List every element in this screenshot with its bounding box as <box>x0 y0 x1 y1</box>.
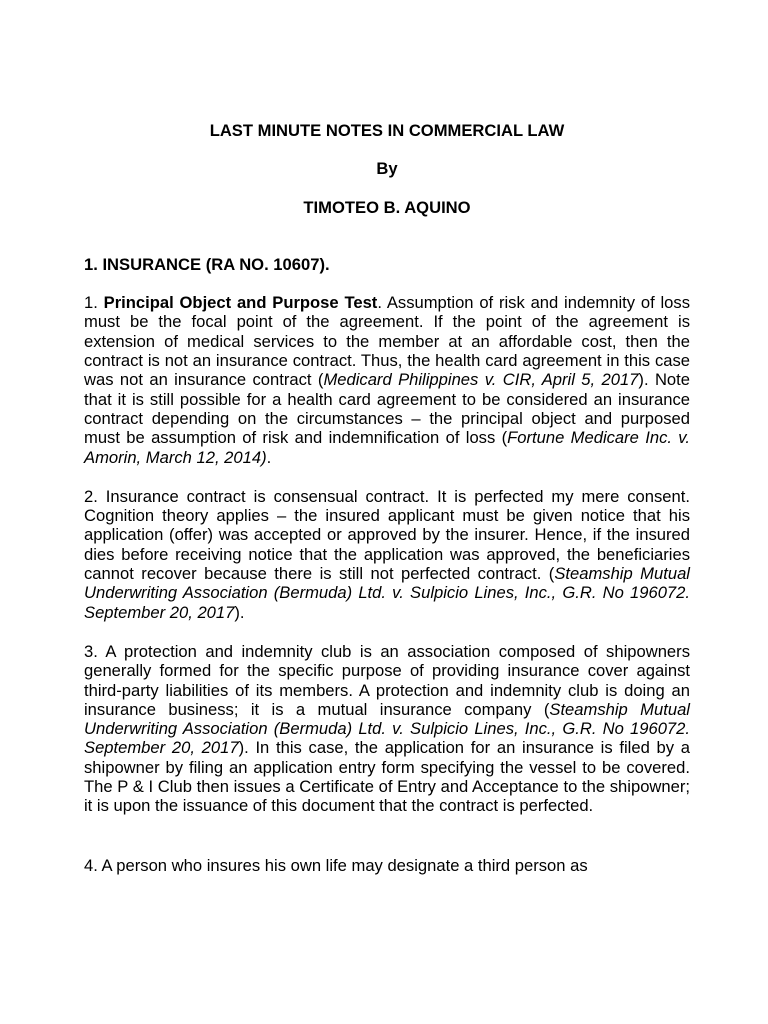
byline-label: By <box>376 159 398 179</box>
paragraph-number: 1. <box>84 293 104 313</box>
paragraph-text: 4. A person who insures his own life may designate a third person as <box>84 855 588 875</box>
paragraph-text: ). Note that it is still possible for a health card agreement to be considered an insurance contract depending on the circumstances – the principal object and purposed must be assumption of risk and indemnification of loss ( <box>84 370 690 448</box>
paragraph-4 <box>84 856 690 875</box>
paragraph-text: . Assumption of risk and indemnity of loss must be the focal point of the agreement. If the point of the agreement is extension of medical services to the member at an affordable cost, then the contract is not an insurance contract. Thus, the health card agreement in this case was not an insurance contract ( <box>84 293 691 390</box>
paragraph-text: ). In this case, the application for an insurance is filed by a shipowner by filing an application entry form specifying the vessel to be covered. The P & I Club then issues a Certificate of Entry and Acceptance to the shipowner; it is upon the issuance of this document that the contract is perfected. <box>84 738 691 816</box>
paragraph-1 <box>84 293 690 467</box>
paragraph-text: 2. Insurance contract is consensual contract. It is perfected my mere consent. Cognition theory applies – the insured applicant must be given notice that his application (offer) was accepted or approved by the insurer. Hence, if the insured dies before receiving notice that the application was approved, the beneficiaries cannot recover because there is still not perfected contract. ( <box>84 486 690 584</box>
author-name: TIMOTEO B. AQUINO <box>303 197 471 217</box>
paragraph-text: . <box>266 447 272 467</box>
paragraph-text: ). <box>234 602 245 622</box>
case-citation: Medicard Philippines v. CIR, April 5, 2017 <box>323 370 639 390</box>
case-citation: Fortune Medicare Inc. v. Amorin, March 12, 2014) <box>84 428 690 467</box>
paragraph-heading: Principal Object and Purpose Test <box>103 293 378 313</box>
case-citation: Steamship Mutual Underwriting Association (Bermuda) Ltd. v. Sulpicio Lines, Inc., G.R. No 196072. September 20, 2017 <box>84 699 690 758</box>
section-heading: 1. INSURANCE (RA NO. 10607). <box>84 254 330 274</box>
case-citation: Steamship Mutual Underwriting Association (Bermuda) Ltd. v. Sulpicio Lines, Inc., G.R. No 196072. September 20, 2017 <box>84 564 690 622</box>
paragraph-2 <box>84 487 690 622</box>
paragraph-text: 3. A protection and indemnity club is an association composed of shipowners generally formed for the specific purpose of providing insurance cover against third-party liabilities of its members. A protection and indemnity club is doing an insurance business; it is a mutual insurance company ( <box>84 641 690 719</box>
document-title: LAST MINUTE NOTES IN COMMERCIAL LAW <box>209 121 565 140</box>
paragraph-3 <box>84 642 690 816</box>
